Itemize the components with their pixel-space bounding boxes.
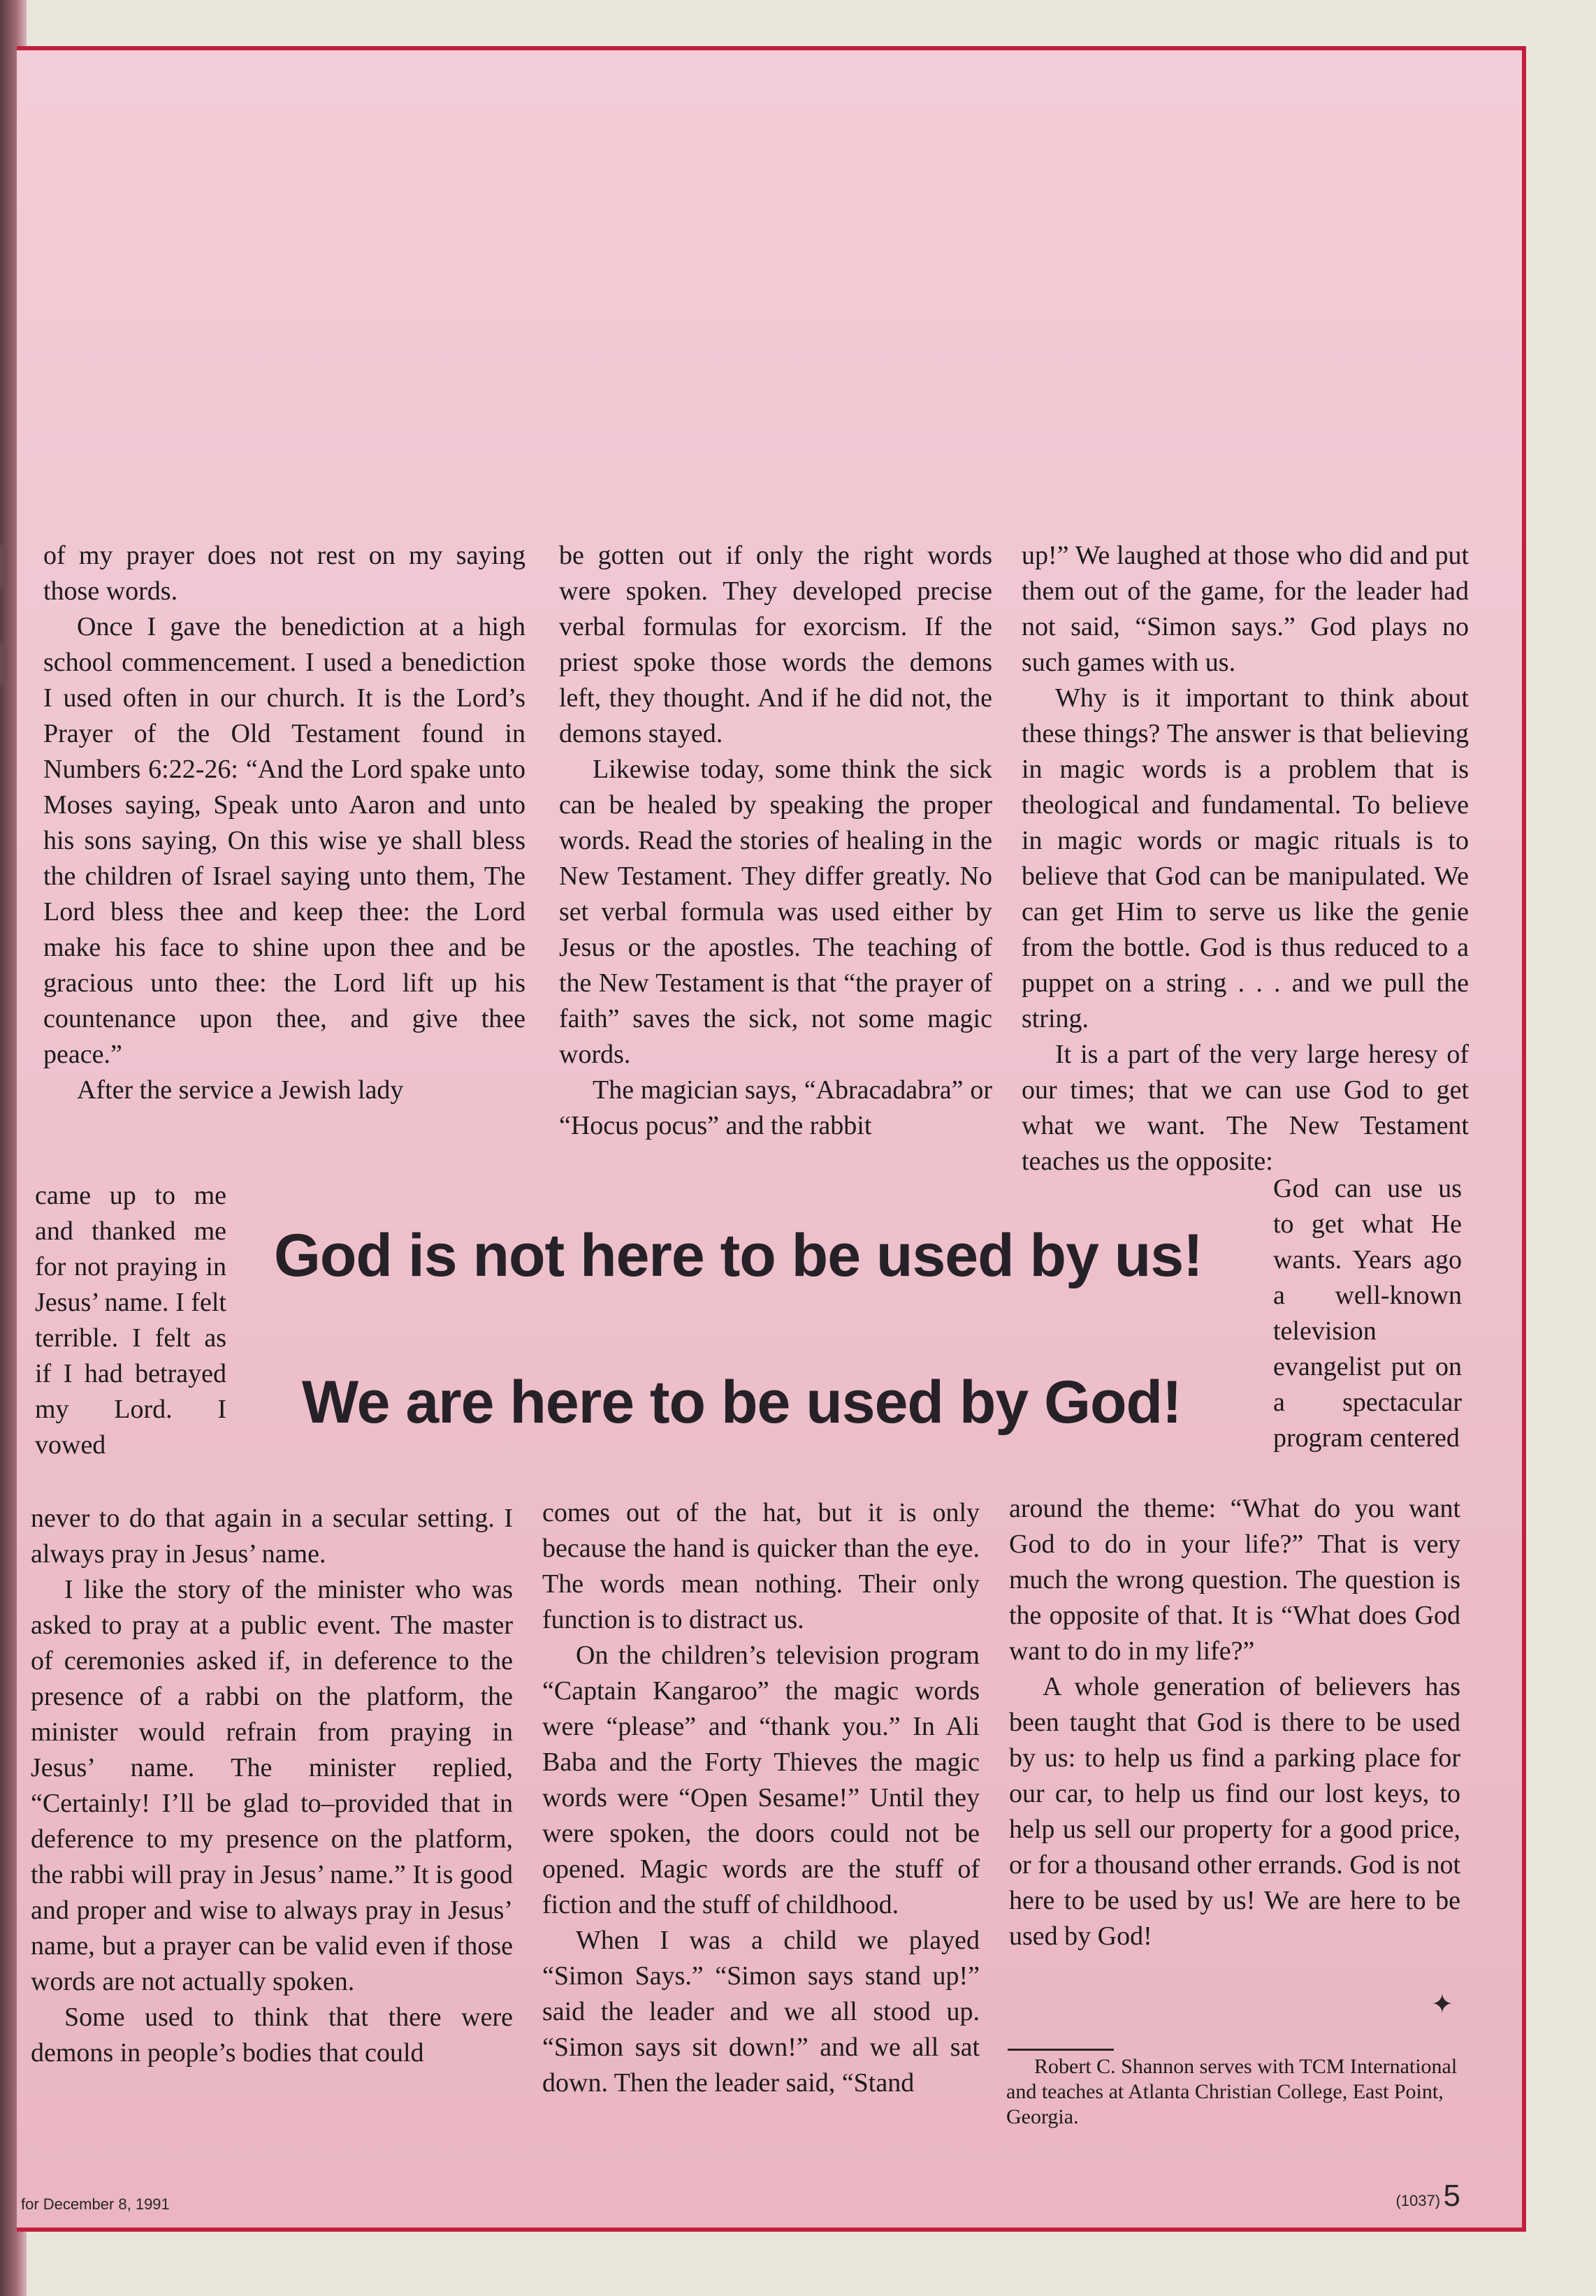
paragraph: be gotten out if only the right words were spoken. They developed precise verbal formulas for exorcism. If the priest spoke those words the demons left, they thought. And if he did not, the demons stayed. — [559, 541, 992, 748]
end-mark-icon: ✦ — [1431, 1990, 1453, 2019]
paragraph: On the children’s television program “Captain Kangaroo” the magic words were “please” and “thank you.” In Ali Baba and the Forty Thieves the magic words were “Open Sesame!” Until they were spoken, the doors could not be opened. Magic words are the stuff of fiction and the stuff of childhood. — [542, 1641, 980, 1919]
column-1-narrow — [35, 1178, 226, 1463]
faded-headline-art — [184, 155, 1512, 302]
column-1-top — [43, 538, 525, 1108]
pull-quote-line-2: We are here to be used by God! — [302, 1369, 1182, 1436]
margin-tick — [0, 643, 4, 685]
paragraph: Some used to think that there were demons in people’s bodies that could — [31, 2003, 513, 2068]
page-number: 5 — [1443, 2179, 1460, 2213]
paragraph: came up to me and thanked me for not praying in Jesus’ name. I felt terrible. I felt as if I had betrayed my Lord. I vowed — [35, 1181, 226, 1460]
issue-code: (1037) — [1395, 2192, 1441, 2209]
paragraph: Likewise today, some think the sick can be healed by speaking the proper words. Read the stories of healing in the New Testament. They differ greatly. No set verbal formula was used either by Jesus or the apostles. The teaching of the New Testament is that “the prayer of faith” saves the sick, not some magic words. — [559, 755, 992, 1069]
column-2-bottom — [542, 1495, 980, 2101]
paragraph: A whole generation of believers has been taught that God is there to be used by us: to help us find a parking place for our car, to help us find our lost keys, to help us sell our property for a good price, or for a thousand other errands. God is not here to be used by us! We are here to be used by God! — [1009, 1672, 1460, 1951]
author-bio: Robert C. Shannon serves with TCM International and teaches at Atlanta Christian College, East Point, Georgia. — [1006, 2055, 1458, 2128]
margin-tick — [0, 545, 4, 587]
bio-rule — [1008, 2049, 1114, 2051]
paragraph: When I was a child we played “Simon Says.” “Simon says stand up!” said the leader and we all stood up. “Simon says sit down!” and we all sat down. Then the leader said, “Stand — [542, 1926, 980, 2098]
faded-subhead-art — [757, 330, 1512, 407]
column-3-top — [1022, 538, 1469, 1179]
paragraph: Why is it important to think about these things? The answer is that believing in magic words is a problem that is theological and fundamental. To believe in magic words or magic rituals is to believe that God can be manipulated. We can get Him to serve us like the genie from the bottle. God is thus reduced to a puppet on a string . . . and we pull the string. — [1022, 683, 1469, 1033]
issue-date: for December 8, 1991 — [21, 2195, 170, 2213]
paragraph: Once I gave the benediction at a high school commencement. I used a benediction I used often in our church. It is the Lord’s Prayer of the Old Testament found in Numbers 6:22-26: “And the Lord spake unto Moses saying, Speak unto Aaron and unto his sons saying, On this wise ye shall bless the children of Israel saying unto them, The Lord bless thee and keep thee: the Lord make his face to shine upon thee and be gracious unto thee: the Lord lift up his countenance upon thee, and give thee peace.” — [43, 612, 525, 1069]
paragraph: of my prayer does not rest on my saying those words. — [43, 541, 525, 606]
paragraph: God can use us to get what He wants. Years ago a well-known television evangelist put on a spectacular program centered — [1273, 1174, 1462, 1453]
column-3-bottom — [1009, 1491, 1460, 1954]
paragraph: comes out of the hat, but it is only because the hand is quicker than the eye. The words mean nothing. Their only function is to distract us. — [542, 1498, 980, 1634]
column-1-bottom — [31, 1501, 513, 2071]
paragraph: up!” We laughed at those who did and put them out of the game, for the leader had not said, “Simon says.” God plays no such games with us. — [1022, 541, 1469, 677]
paragraph: never to do that again in a secular setting. I always pray in Jesus’ name. — [31, 1504, 513, 1569]
paragraph: After the service a Jewish lady — [77, 1075, 404, 1105]
column-3-narrow — [1273, 1171, 1462, 1456]
column-2-top — [559, 538, 992, 1144]
paragraph: I like the story of the minister who was asked to pray at a public event. The master of ceremonies asked if, in deference to the presence of a rabbi on the platform, the minister would refrain from praying in Jesus’ name. The minister replied, “Certainly! I’ll be glad to–provided that in deference to my presence on the platform, the rabbi will pray in Jesus’ name.” It is good and proper and wise to always pray in Jesus’ name, but a prayer can be valid even if those words are not actually spoken. — [31, 1575, 513, 1996]
pull-quote-line-1: God is not here to be used by us! — [274, 1222, 1203, 1289]
paragraph: around the theme: “What do you want God to do in your life?” That is very much the wrong question. The question is the opposite of that. It is “What does God want to do in my life?” — [1009, 1494, 1460, 1666]
paragraph: The magician says, “Abracadabra” or “Hocus pocus” and the rabbit — [559, 1075, 992, 1140]
paragraph: It is a part of the very large heresy of our times; that we can use God to get what we want. The New Testament teaches us the opposite: — [1022, 1040, 1469, 1176]
page-footer — [1384, 2179, 1460, 2214]
